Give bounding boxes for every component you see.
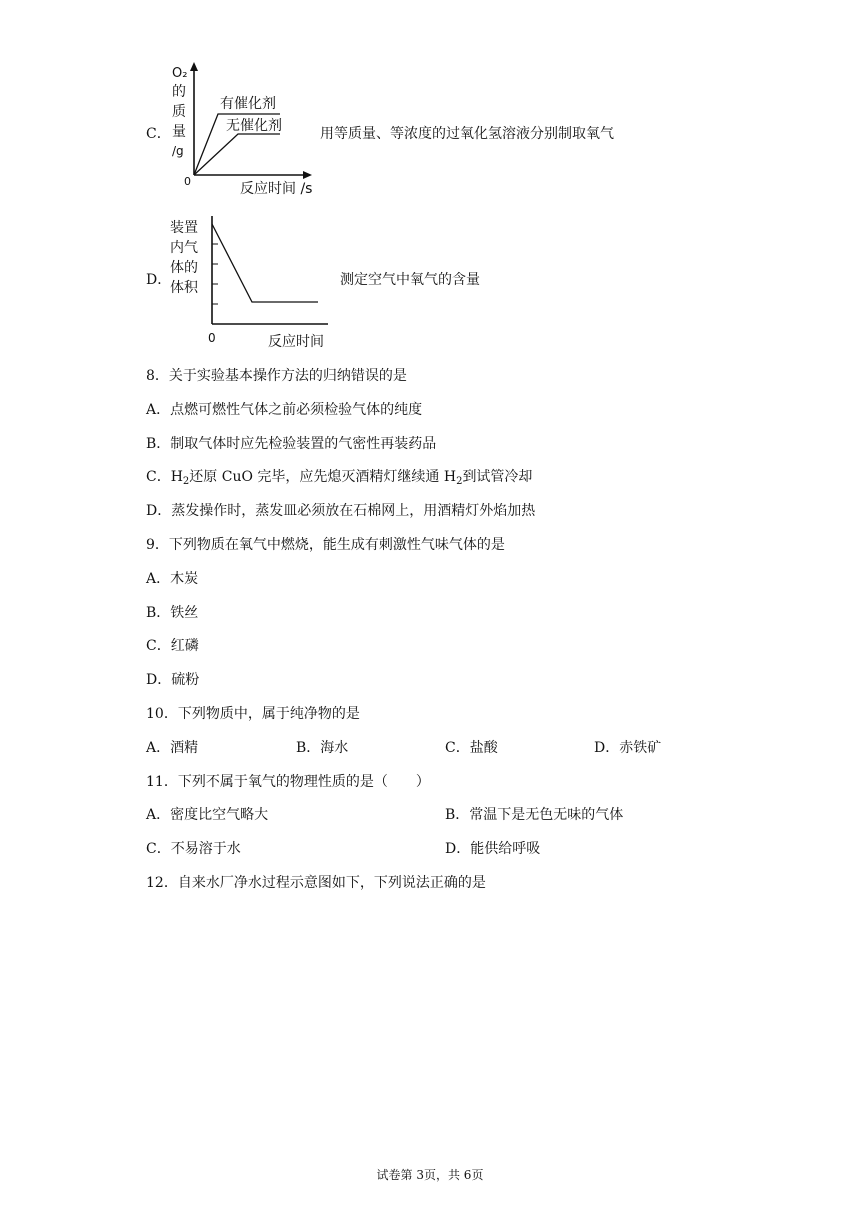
q11-stem: 11．下列不属于氧气的物理性质的是（ ） — [146, 774, 430, 790]
y-axis-arrow-icon — [190, 62, 198, 71]
option-d-caption: 测定空气中氧气的含量 — [340, 272, 480, 288]
origin-label: 0 — [184, 175, 191, 188]
x-axis-label: 反应时间 — [268, 334, 324, 350]
q9-option-c: C．红磷 — [146, 638, 199, 654]
q10-stem: 10．下列物质中，属于纯净物的是 — [146, 706, 360, 722]
gas-volume-graph — [166, 206, 346, 350]
q11-option-b: B．常温下是无色无味的气体 — [445, 807, 624, 823]
subscript: 2 — [456, 476, 463, 487]
x-axis-label: 反应时间 /s — [240, 181, 313, 197]
q9-stem: 9．下列物质在氧气中燃烧，能生成有刺激性气味气体的是 — [146, 537, 505, 553]
y-label-char: 的 — [172, 84, 186, 100]
series-label-catalyst: 有催化剂 — [220, 96, 276, 112]
option-c-letter: C． — [146, 126, 171, 142]
q9-option-a: A．木炭 — [146, 571, 199, 587]
q8-option-c — [146, 467, 532, 487]
y-label-line: 装置 — [170, 220, 198, 236]
q8-option-b: B．制取气体时应先检验装置的气密性再装药品 — [146, 436, 437, 452]
q10-option-d: D．赤铁矿 — [594, 740, 662, 756]
origin-label: 0 — [208, 331, 216, 345]
q10-option-b: B．海水 — [296, 740, 349, 756]
q9-option-b: B．铁丝 — [146, 605, 199, 621]
y-label-line: 内气 — [170, 240, 198, 256]
q10-option-c: C．盐酸 — [445, 740, 498, 756]
q8-option-d: D．蒸发操作时，蒸发皿必须放在石棉网上，用酒精灯外焰加热 — [146, 503, 536, 519]
page-footer: 试卷第 3页，共 6页 — [376, 1168, 484, 1182]
y-label-line: 体的 — [170, 260, 198, 276]
q8-option-c-prefix: C．H — [146, 469, 183, 485]
q11-option-a: A．密度比空气略大 — [146, 807, 269, 823]
x-axis-arrow-icon — [303, 171, 312, 179]
y-label-char: /g — [172, 144, 184, 158]
q10-option-a: A．酒精 — [146, 740, 199, 756]
y-label-char: O₂ — [172, 66, 188, 81]
y-label-char: 量 — [172, 124, 186, 140]
q8-stem: 8．关于实验基本操作方法的归纳错误的是 — [146, 368, 407, 384]
series-line-no-catalyst — [194, 134, 280, 175]
y-label-line: 体积 — [170, 280, 198, 296]
oxygen-mass-graph — [166, 60, 336, 200]
q8-option-a: A．点燃可燃性气体之前必须检验气体的纯度 — [146, 402, 423, 418]
volume-line — [212, 224, 318, 302]
q8-option-c-suffix: 到试管冷却 — [462, 469, 533, 485]
q11-option-c: C．不易溶于水 — [146, 841, 241, 857]
option-c-caption: 用等质量、等浓度的过氧化氢溶液分别制取氧气 — [320, 126, 614, 142]
option-d-letter: D． — [146, 272, 172, 288]
series-label-no-catalyst: 无催化剂 — [226, 118, 282, 134]
q11-option-d: D．能供给呼吸 — [445, 841, 541, 857]
subscript: 2 — [182, 476, 190, 487]
q8-option-c-middle: 还原 CuO 完毕，应先熄灭酒精灯继续通 H — [189, 469, 457, 485]
q12-stem: 12．自来水厂净水过程示意图如下，下列说法正确的是 — [146, 875, 486, 891]
q9-option-d: D．硫粉 — [146, 672, 200, 688]
y-label-char: 质 — [172, 104, 186, 120]
